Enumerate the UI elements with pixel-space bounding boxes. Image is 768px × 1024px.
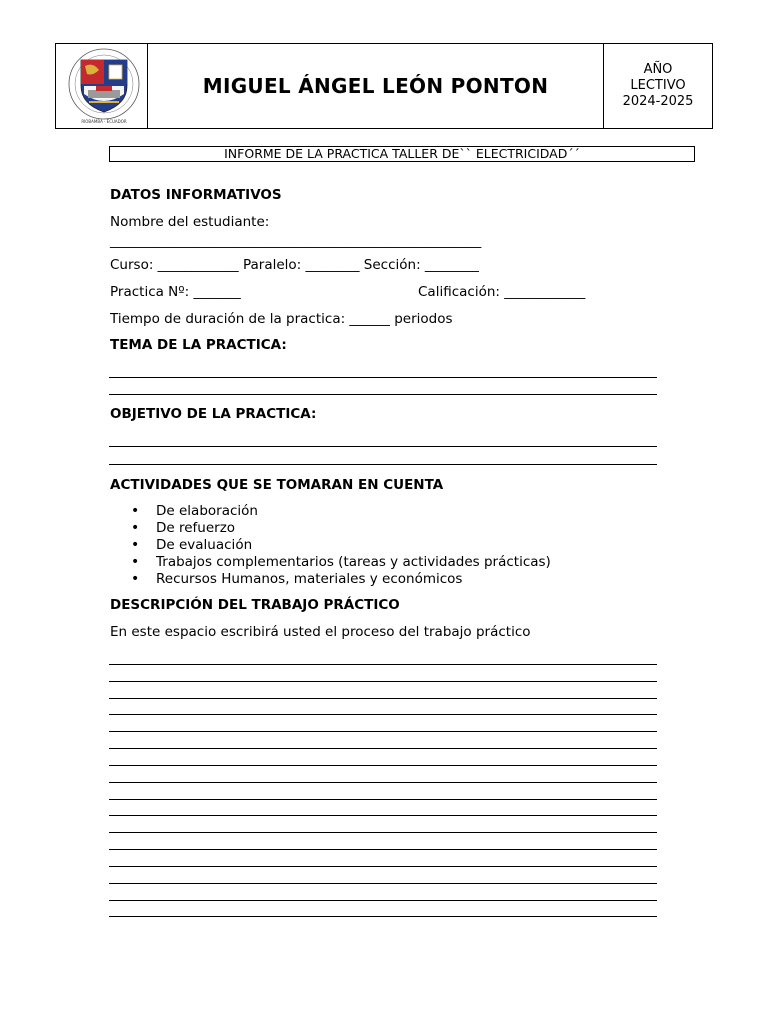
- year-label-ano: AÑO: [643, 62, 673, 77]
- school-year-cell: [604, 44, 712, 128]
- list-item: • De evaluación: [131, 537, 253, 553]
- school-name: MIGUEL ÁNGEL LEÓN PONTON: [202, 74, 549, 98]
- writing-line[interactable]: [109, 664, 657, 665]
- list-item: • Recursos Humanos, materiales y económicos: [131, 571, 463, 587]
- bullet-icon: •: [131, 537, 140, 553]
- school-title-cell: [148, 44, 604, 128]
- tema-line[interactable]: [109, 377, 657, 378]
- objetivo-line[interactable]: [109, 464, 657, 465]
- writing-line[interactable]: [109, 815, 657, 816]
- bullet-icon: •: [131, 503, 140, 519]
- actividades-list: [110, 503, 551, 588]
- writing-line[interactable]: [109, 849, 657, 850]
- tema-line[interactable]: [109, 394, 657, 395]
- bullet-icon: •: [131, 520, 140, 536]
- bullet-icon: •: [131, 554, 140, 570]
- writing-line[interactable]: [109, 698, 657, 699]
- list-item: • Trabajos complementarios (tareas y actividades prácticas): [131, 554, 551, 570]
- curso-paralelo-seccion-line[interactable]: Curso: ____________ Paralelo: ________ Sección: ________: [110, 257, 479, 273]
- datos-heading: DATOS INFORMATIVOS: [110, 187, 282, 203]
- writing-line[interactable]: [109, 731, 657, 732]
- writing-line[interactable]: [109, 681, 657, 682]
- tema-heading: TEMA DE LA PRACTICA:: [110, 337, 287, 353]
- nombre-label[interactable]: Nombre del estudiante:: [110, 214, 270, 230]
- nombre-line[interactable]: _______________________________________________________: [110, 233, 482, 249]
- writing-line[interactable]: [109, 799, 657, 800]
- writing-line[interactable]: [109, 883, 657, 884]
- writing-line[interactable]: [109, 782, 657, 783]
- year-label-lectivo: LECTIVO: [630, 78, 686, 93]
- writing-line[interactable]: [109, 866, 657, 867]
- list-item: • De elaboración: [131, 503, 258, 519]
- writing-line[interactable]: [109, 714, 657, 715]
- writing-line[interactable]: [109, 916, 657, 917]
- year-range: 2024-2025: [622, 94, 694, 109]
- actividades-heading: ACTIVIDADES QUE SE TOMARAN EN CUENTA: [110, 477, 444, 493]
- svg-text:RIOBAMBA · ECUADOR: RIOBAMBA · ECUADOR: [81, 119, 127, 124]
- objetivo-line[interactable]: [109, 446, 657, 447]
- school-crest-icon: [63, 46, 145, 126]
- descripcion-heading: DESCRIPCIÓN DEL TRABAJO PRÁCTICO: [110, 597, 400, 613]
- descripcion-instruction: En este espacio escribirá usted el proceso del trabajo práctico: [110, 624, 531, 640]
- writing-line[interactable]: [109, 748, 657, 749]
- tiempo-duracion-field[interactable]: Tiempo de duración de la practica: ______ periodos: [110, 311, 453, 327]
- document-header: [55, 43, 713, 129]
- calificacion-field[interactable]: Calificación: ____________: [418, 284, 586, 300]
- report-title-banner: INFORME DE LA PRACTICA TALLER DE`` ELECTRICIDAD´´: [109, 146, 695, 162]
- bullet-icon: •: [131, 571, 140, 587]
- practica-number-field[interactable]: Practica Nº: _______: [110, 284, 241, 300]
- list-item: • De refuerzo: [131, 520, 236, 536]
- logo-cell: [56, 44, 148, 128]
- writing-line[interactable]: [109, 765, 657, 766]
- writing-line[interactable]: [109, 832, 657, 833]
- objetivo-heading: OBJETIVO DE LA PRACTICA:: [110, 406, 317, 422]
- writing-line[interactable]: [109, 900, 657, 901]
